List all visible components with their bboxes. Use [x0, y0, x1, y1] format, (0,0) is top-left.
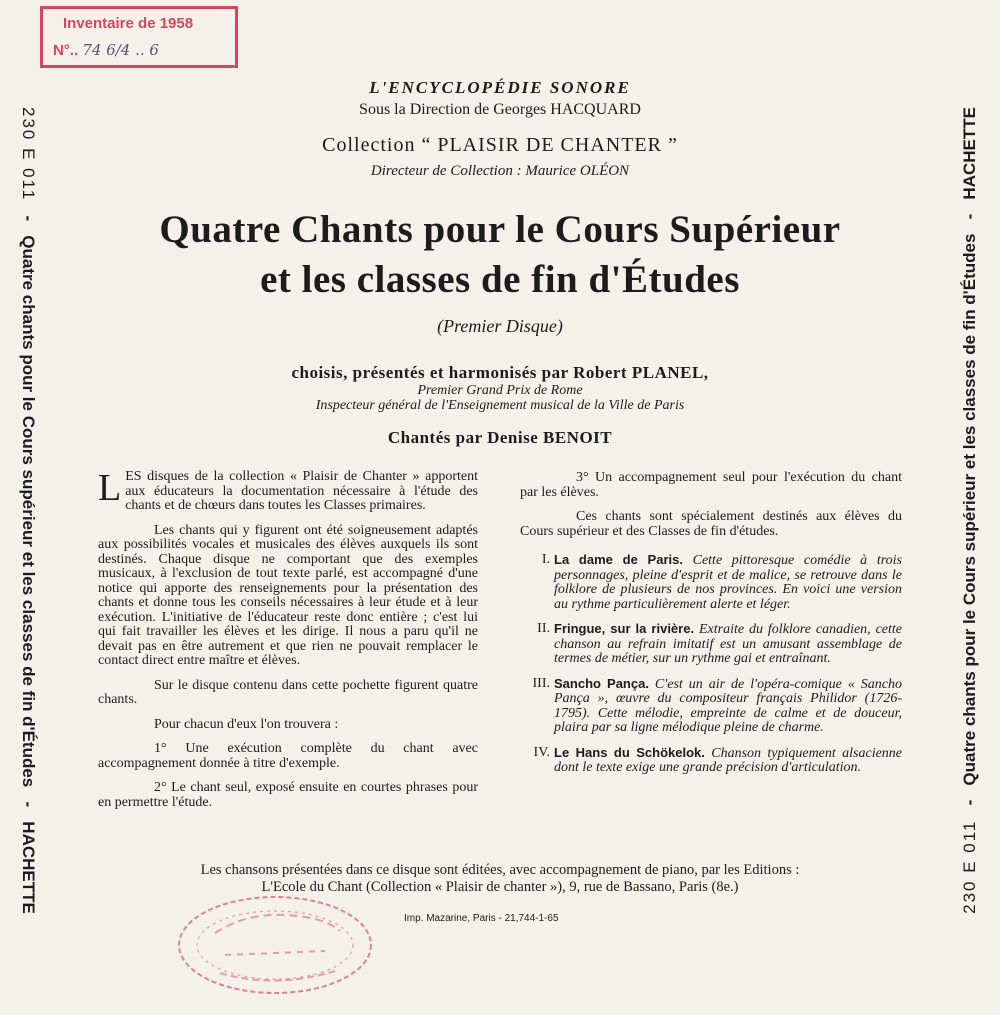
- inventory-stamp-title: Inventaire de 1958: [63, 15, 194, 32]
- paragraph-2: Les chants qui y figurent ont été soigneusement adaptés aux possibilités vocales et musicales des élèves auxquels ils sont destinés. Chaque disque ne comportant que des exemples musicaux, à l'exclusion de tout texte parlé, est accompagné d'une notice qui apporte des renseignements pour la présentation des chants et donne tous les conseils nécessaires à leur étude et à leur exécution. L'initiative de l'éducateur reste donc entière ; c'est lui qui fait travailler les élèves et les dirige. Il nous a paru qu'il ne devait pas en être autrement et que rien ne pouvait remplacer le contact direct entre maître et élèves.: [98, 522, 478, 668]
- editions-line-2: L'Ecole du Chant (Collection « Plaisir de chanter »), 9, rue de Bassano, Paris (8e.): [261, 879, 739, 895]
- general-direction: Sous la Direction de Georges HACQUARD: [359, 101, 641, 118]
- inventory-handwritten-number: 74 6/4 .. 6: [82, 41, 159, 59]
- song-item: [520, 746, 902, 776]
- spine-left-publisher: HACHETTE: [19, 820, 38, 914]
- paragraph-5: 1° Une exécution complète du chant avec accompagnement donnée à titre d'exemple.: [98, 741, 478, 771]
- arranger-title: Inspecteur général de l'Enseignement musical de la Ville de Paris: [315, 398, 685, 413]
- song-name: Fringue, sur la rivière.: [554, 621, 695, 636]
- title-line-2: et les classes de fin d'Études: [260, 258, 740, 301]
- song-name: Sancho Pança.: [554, 675, 649, 691]
- singer-credit: Chantés par Denise BENOIT: [387, 428, 613, 447]
- spine-right-separator-1: -: [960, 799, 979, 805]
- song-name: Le Hans du Schökelok.: [554, 744, 705, 760]
- song-item: [520, 677, 902, 736]
- spine-left-title: Quatre chants pour le Cours supérieur et les classes de fin d'Études: [19, 234, 38, 787]
- spine-right: [950, 80, 990, 940]
- song-description: C'est un air de l'opéra-comique « Sancho Pança », œuvre du compositeur français Philidor (1726-1795). Cette mélodie, empreinte de calme et de douceur, plaira par sa ligne mélodique pleine de charme.: [554, 676, 902, 735]
- spine-right-separator-2: -: [960, 213, 979, 219]
- paragraph-7: 3° Un accompagnement seul pour l'exécution du chant par les élèves.: [520, 470, 902, 500]
- intro-text: ES disques de la collection « Plaisir de Chanter » apportent aux éducateurs la documentation nécessaire à l'étude des chants et de chœurs dans toutes les Classes primaires.: [125, 469, 478, 513]
- song-item: [520, 622, 902, 667]
- song-name: La dame de Paris.: [554, 552, 683, 567]
- paragraph-6: 2° Le chant seul, exposé ensuite en courtes phrases pour en permettre l'étude.: [98, 780, 478, 810]
- spine-left-separator-1: -: [19, 215, 38, 221]
- song-item: [520, 553, 902, 612]
- song-number: IV.: [533, 744, 550, 760]
- song-description: Extraite du folklore canadien, cette chanson au refrain imitatif est un amusant assemblage de termes de métier, sur un rythme gai et entraînant.: [554, 622, 903, 666]
- spine-left: [8, 80, 48, 940]
- right-column: [520, 471, 902, 786]
- spine-left-separator-2: -: [19, 801, 38, 807]
- spine-right-publisher: HACHETTE: [960, 106, 979, 200]
- song-number: II.: [537, 621, 550, 636]
- library-stamp: [175, 893, 375, 998]
- song-description: Cette pittoresque comédie à trois personnages, pleine d'esprit et de malice, se retrouve dans le folklore de plusieurs de nos provinces. En voici une version au rythme particulièrement alerte et léger.: [554, 553, 902, 612]
- spine-right-title: Quatre chants pour le Cours supérieur et les classes de fin d'Études: [960, 233, 979, 786]
- paragraph-3: Sur le disque contenu dans cette pochette figurent quatre chants.: [98, 677, 478, 707]
- imprint: Imp. Mazarine, Paris - 21,744-1-65: [404, 913, 559, 924]
- arranger-credit: choisis, présentés et harmonisés par Robert PLANEL,: [291, 363, 709, 382]
- intro-paragraph: [98, 467, 478, 514]
- title-line-1: Quatre Chants pour le Cours Supérieur: [159, 208, 841, 251]
- spine-right-catalog: 230 E 011: [960, 819, 979, 914]
- paragraph-4: Pour chacun d'eux l'on trouvera :: [154, 716, 339, 732]
- song-description: Chanson typiquement alsacienne dont le texte exige une grande précision d'articulation.: [554, 745, 903, 775]
- inventory-stamp-number: [53, 41, 159, 59]
- disc-subtitle: (Premier Disque): [437, 316, 563, 336]
- encyclopedie-heading: L'ENCYCLOPÉDIE SONORE: [369, 78, 631, 97]
- drop-cap: L: [98, 467, 122, 509]
- editions-note: [100, 862, 900, 896]
- song-number: III.: [532, 675, 550, 691]
- collection-director: Directeur de Collection : Maurice OLÉON: [370, 163, 630, 179]
- song-number: I.: [541, 552, 550, 567]
- inventory-stamp: [40, 6, 238, 68]
- left-column: [98, 467, 478, 820]
- editions-line-1: Les chansons présentées dans ce disque sont éditées, avec accompagnement de piano, par les Editions :: [200, 862, 800, 878]
- arranger-award: Premier Grand Prix de Rome: [417, 383, 583, 398]
- inventory-number-prefix: N°..: [53, 42, 79, 59]
- page-title: [100, 205, 900, 305]
- paragraph-8: Ces chants sont spécialement destinés aux élèves du Cours supérieur et des Classes de fin d'études.: [520, 509, 902, 539]
- collection-name: Collection “ PLAISIR DE CHANTER ”: [322, 134, 678, 156]
- spine-left-catalog: 230 E 011: [19, 106, 38, 201]
